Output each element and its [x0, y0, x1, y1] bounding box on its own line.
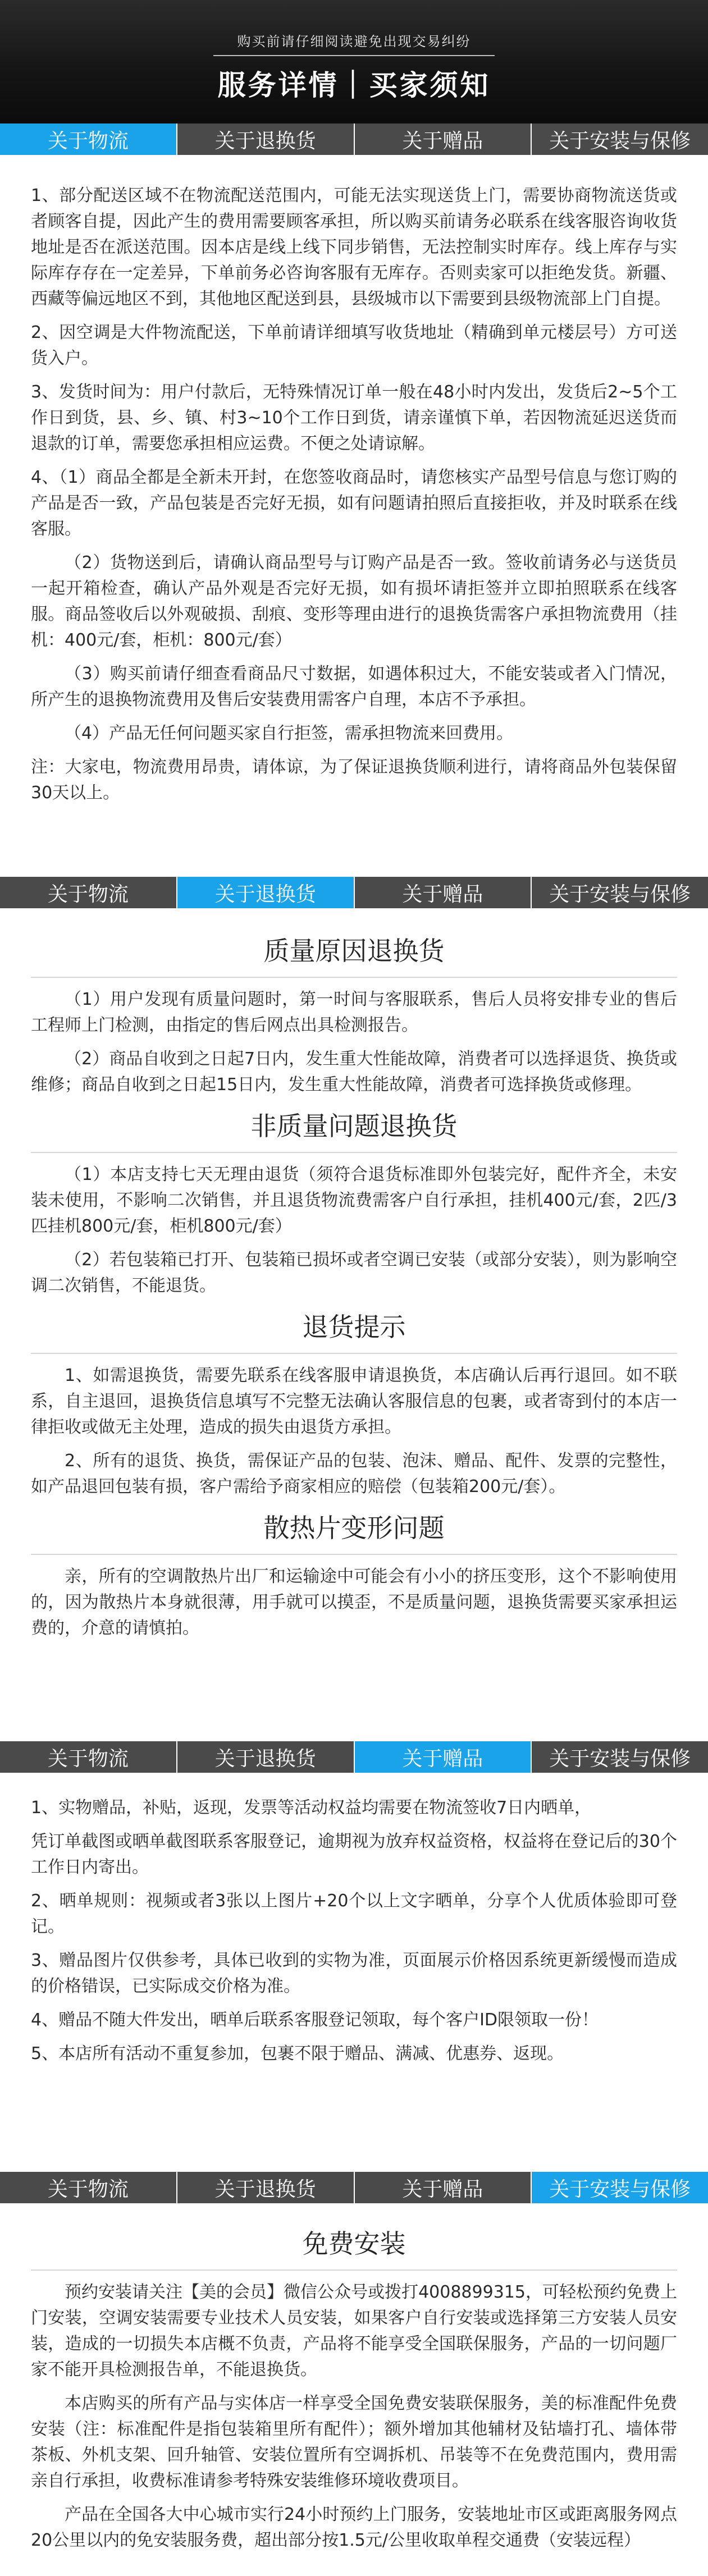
return-tips-heading: 退货提示	[31, 1307, 677, 1354]
logistics-paragraph: 2、因空调是大件物流配送，下单前请详细填写收货地址（精确到单元楼层号）方可送货入户。	[31, 323, 677, 368]
logistics-section	[0, 155, 708, 877]
returns-section	[0, 908, 708, 1741]
tab-installation[interactable]: 关于安装与保修	[549, 1747, 691, 1770]
installation-paragraph: 本店购买的所有产品与实体店一样享受全国免费安装联保服务，美的标准配件免费安装（注：标准配件是指包装箱里所有配件）；额外增加其他辅材及钻墙打孔、墙体带茶板、外机支架、回升轴管、安装位置所有空调拆机、吊装等不在免费范围内，费用需亲自行承担，收费标准请参考特殊安装维修环境收费项目。	[31, 2394, 677, 2491]
tab-installation[interactable]: 关于安装与保修	[549, 129, 691, 153]
return-tips-paragraph: 1、如需退换货，需要先联系在线客服申请退换货，本店确认后再行退回。如不联系，自主退回，退换货信息填写不完整无法确认客服信息的包裹，或者寄到付的本店一律拒收或做无主处理，造成的损失由退货方承担。	[31, 1366, 677, 1437]
tab-logistics[interactable]: 关于物流	[0, 1741, 177, 1773]
fin-deformation-heading: 散热片变形问题	[31, 1508, 677, 1555]
fin-deformation-paragraph: 亲，所有的空调散热片出厂和运输途中可能会有小小的挤压变形，这个不影响使用的，因为散热片本身就很薄，用手就可以摸歪，不是质量问题，退换货需要买家承担运费的，介意的请慎拍。	[31, 1567, 677, 1638]
nonquality-returns-paragraph: （1）本店支持七天无理由退货（须符合退货标准即外包装完好，配件齐全，未安装未使用，不影响二次销售，并且退货物流费需客户自行承担，挂机400元/套，2匹/3匹挂机800元/套，柜机800元/套）	[31, 1165, 677, 1236]
tab-logistics[interactable]: 关于物流	[0, 123, 177, 155]
logistics-paragraph: （4）产品无任何问题买家自行拒签，需承担物流来回费用。	[65, 724, 514, 743]
quality-returns-paragraph: （1）用户发现有质量问题时，第一时间与客服联系，售后人员将安排专业的售后工程师上门检测，由指定的售后网点出具检测报告。	[31, 990, 677, 1035]
page-header	[0, 0, 708, 123]
logistics-paragraph: 4、（1）商品全都是全新未开封，在您签收商品时，请您核实产品型号信息与您订购的产品是否一致，产品包装是否完好无损，如有问题请拍照后直接拒收，并及时联系在线客服。	[31, 468, 677, 539]
gifts-paragraph: 凭订单截图或晒单截图联系客服登记，逾期视为放弃权益资格，权益将在登记后的30个工作日内寄出。	[31, 1832, 677, 1877]
gifts-paragraph: 3、赠品图片仅供参考，具体已收到的实物为准，页面展示价格因系统更新缓慢而造成的价格错误，已实际成交价格为准。	[31, 1951, 677, 1996]
installation-paragraph: 预约安装请关注【美的会员】微信公众号或拨打4008899315，可轻松预约免费上门安装，空调安装需要专业技术人员安装，如果客户自行安装或选择第三方安装人员安装，造成的一切损失本店概不负责，产品将不能享受全国联保服务，产品的一切问题厂家不能开具检测报告单，不能退换货。	[31, 2282, 677, 2380]
logistics-paragraph: 3、发货时间为：用户付款后，无特殊情况订单一般在48小时内发出，发货后2~5个工作日到货，县、乡、镇、村3~10个工作日到货，请亲谨慎下单，若因物流延迟送货而退款的订单，需要您承担相应运费。不便之处请谅解。	[31, 382, 677, 454]
logistics-paragraph: （2）货物送到后，请确认商品型号与订购产品是否一致。签收前请务必与送货员一起开箱检查，确认产品外观是否完好无损，如有损坏请拒签并立即拍照联系在线客服。商品签收后以外观破损、刮痕、变形等理由进行的退换货需客户承担物流费用（挂机：400元/套，柜机：800元/套）	[31, 553, 677, 650]
logistics-paragraph: （3）购买前请仔细查看商品尺寸数据，如遇体积过大，不能安装或者入门情况，所产生的退换物流费用及售后安装费用需客户自理，本店不予承担。	[31, 664, 677, 710]
tab-installation[interactable]: 关于安装与保修	[532, 2172, 708, 2203]
free-installation-heading: 免费安装	[31, 2223, 677, 2271]
tab-installation[interactable]: 关于安装与保修	[549, 882, 691, 906]
tab-gifts[interactable]: 关于赠品	[355, 123, 532, 155]
gifts-paragraph: 2、晒单规则：视频或者3张以上图片+20个以上文字晒单，分享个人优质体验即可登记。	[31, 1891, 677, 1937]
tab-gifts[interactable]: 关于赠品	[355, 2172, 532, 2203]
quality-returns-heading: 质量原因退换货	[31, 931, 677, 978]
gifts-paragraph: 1、实物赠品，补贴，返现，发票等活动权益均需要在物流签收7日内晒单，	[31, 1798, 592, 1818]
tab-gifts[interactable]: 关于赠品	[355, 1741, 532, 1773]
tab-returns[interactable]: 关于退换货	[177, 123, 355, 155]
nonquality-returns-paragraph: （2）若包装箱已打开、包装箱已损坏或者空调已安装（或部分安装），则为影响空调二次销售，不能退货。	[31, 1250, 677, 1296]
return-tips-paragraph: 2、所有的退货、换货，需保证产品的包装、泡沫、赠品、配件、发票的完整性，如产品退回包装有损，客户需给予商家相应的赔偿（包装箱200元/套）。	[31, 1451, 677, 1497]
tab-gifts[interactable]: 关于赠品	[355, 877, 532, 908]
logistics-paragraph: 1、部分配送区域不在物流配送范围内，可能无法实现送货上门，需要协商物流送货或者顾客自提，因此产生的费用需要顾客承担，所以购买前请务必联系在线客服咨询收货地址是否在派送范围。因本店是线上线下同步销售，无法控制实时库存。线上库存与实际库存存在一定差异，下单前务必咨询客服有无库存。否则卖家可以拒绝发货。新疆、西藏等偏远地区不到，其他地区配送到县，县级城市以下需要到县级物流部上门自提。	[31, 186, 677, 309]
tab-returns[interactable]: 关于退换货	[177, 2172, 355, 2203]
tab-logistics[interactable]: 关于物流	[0, 2172, 177, 2203]
header-notice: 购买前请仔细阅读避免出现交易纠纷	[237, 34, 471, 49]
tab-returns[interactable]: 关于退换货	[177, 1741, 355, 1773]
tab-returns[interactable]: 关于退换货	[177, 877, 355, 908]
tab-bar-gifts	[0, 1741, 708, 1773]
logistics-note: 注：大家电，物流费用昂贵，请体谅，为了保证退换货顺利进行，请将商品外包装保留30天以上。	[31, 757, 677, 803]
quality-returns-paragraph: （2）商品自收到之日起7日内，发生重大性能故障，消费者可以选择退货、换货或维修；商品自收到之日起15日内，发生重大性能故障，消费者可选择换货或修理。	[31, 1049, 677, 1095]
installation-paragraph: 产品在全国各大中心城市实行24小时预约上门服务，安装地址市区或距离服务网点20公里以内的免安装服务费，超出部分按1.5元/公里收取单程交通费（安装远程）	[31, 2505, 677, 2550]
installation-section	[0, 2203, 708, 2576]
tab-logistics[interactable]: 关于物流	[0, 877, 177, 908]
tab-bar-logistics	[0, 123, 708, 155]
nonquality-returns-heading: 非质量问题退换货	[31, 1106, 677, 1153]
gifts-section	[0, 1773, 708, 2172]
page-title: 服务详情｜买家须知	[217, 69, 491, 102]
tab-bar-installation	[0, 2172, 708, 2203]
header-divider	[213, 55, 495, 56]
tab-bar-returns	[0, 877, 708, 908]
gifts-paragraph: 4、赠品不随大件发出，晒单后联系客服登记领取，每个客户ID限领取一份！	[31, 2010, 599, 2030]
gifts-paragraph: 5、本店所有活动不重复参加，包裹不限于赠品、满减、优惠券、返现。	[31, 2044, 564, 2063]
